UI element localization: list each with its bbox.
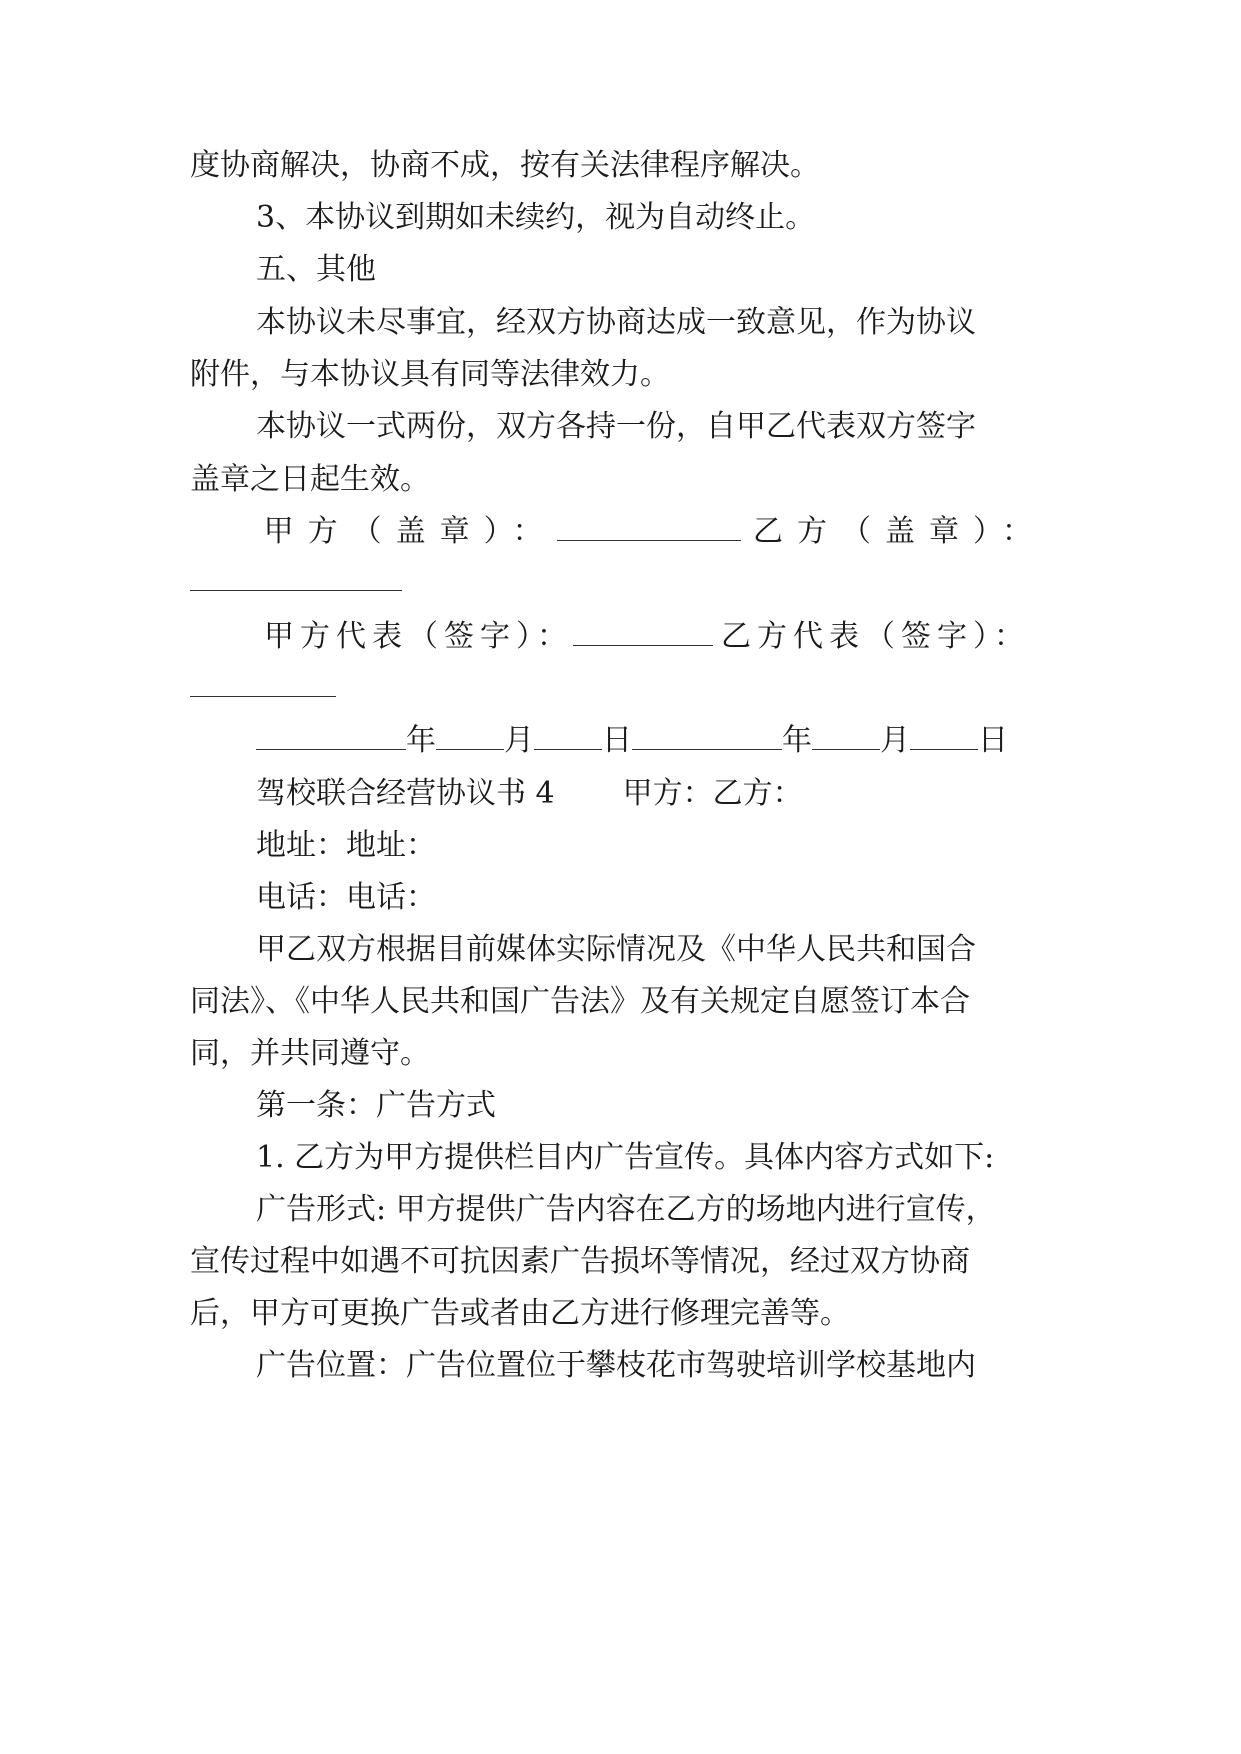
document-title [256,774,803,814]
text-line: 同，并共同遵守。 [190,1036,430,1071]
month-blank [812,723,880,750]
text-line: 宣传过程中如遇不可抗因素广告损坏等情况，经过双方协商 [190,1244,970,1279]
signature-row-seal [190,512,1046,552]
year-label: 年 [782,723,812,758]
text-line: 后，甲方可更换广告或者由乙方进行修理完善等。 [190,1296,850,1331]
text-line: 附件，与本协议具有同等法律效力。 [190,357,670,392]
text-line: 同法》、《中华人民共和国广告法》及有关规定自愿签订本合 [190,984,970,1019]
party-a-rep-blank [573,619,713,646]
year-blank [256,723,406,750]
phone-line: 电话：电话： [256,880,436,915]
party-b-seal-blank [190,590,402,591]
text-line: 甲乙双方根据目前媒体实际情况及《中华人民共和国合 [256,932,976,967]
article-heading: 第一条：广告方式 [256,1088,496,1123]
text-line: 本协议一式两份，双方各持一份，自甲乙代表双方签字 [256,409,976,444]
party-a-rep-label: 甲方代表（签字）： [264,619,573,654]
title-parties: 甲方：乙方： [622,776,803,811]
day-label: 日 [978,723,1008,758]
party-b-rep-blank [190,696,336,697]
party-a-seal-label: 甲方（盖章）： [263,514,557,549]
text-line: 1. 乙方为甲方提供栏目内广告宣传。具体内容方式如下: [256,1140,995,1175]
party-a-seal-blank [557,514,741,541]
year-blank [632,723,782,750]
month-label: 月 [880,723,910,758]
text-line: 本协议未尽事宜，经双方协商达成一致意见，作为协议 [256,305,976,340]
month-label: 月 [504,723,534,758]
day-blank [910,723,978,750]
title-text: 驾校联合经营协议书 4 [256,776,555,811]
signature-row-sign [190,617,1046,657]
date-row [190,721,1046,761]
day-label: 日 [602,723,632,758]
text-line: 度协商解决，协商不成，按有关法律程序解决。 [190,148,820,183]
section-heading: 五、其他 [256,252,376,287]
month-blank [436,723,504,750]
party-b-seal-label: 乙方（盖章）： [753,514,1046,549]
text-line: 3、本协议到期如未续约，视为自动终止。 [256,200,816,235]
day-blank [534,723,602,750]
year-label: 年 [406,723,436,758]
text-line: 广告位置：广告位置位于攀枝花市驾驶培训学校基地内 [256,1348,976,1383]
address-line: 地址：地址： [256,828,436,863]
party-b-rep-label: 乙方代表（签字）： [721,619,1030,654]
text-line: 盖章之日起生效。 [190,462,430,497]
text-line: 广告形式: 甲方提供广告内容在乙方的场地内进行宣传， [256,1192,996,1227]
